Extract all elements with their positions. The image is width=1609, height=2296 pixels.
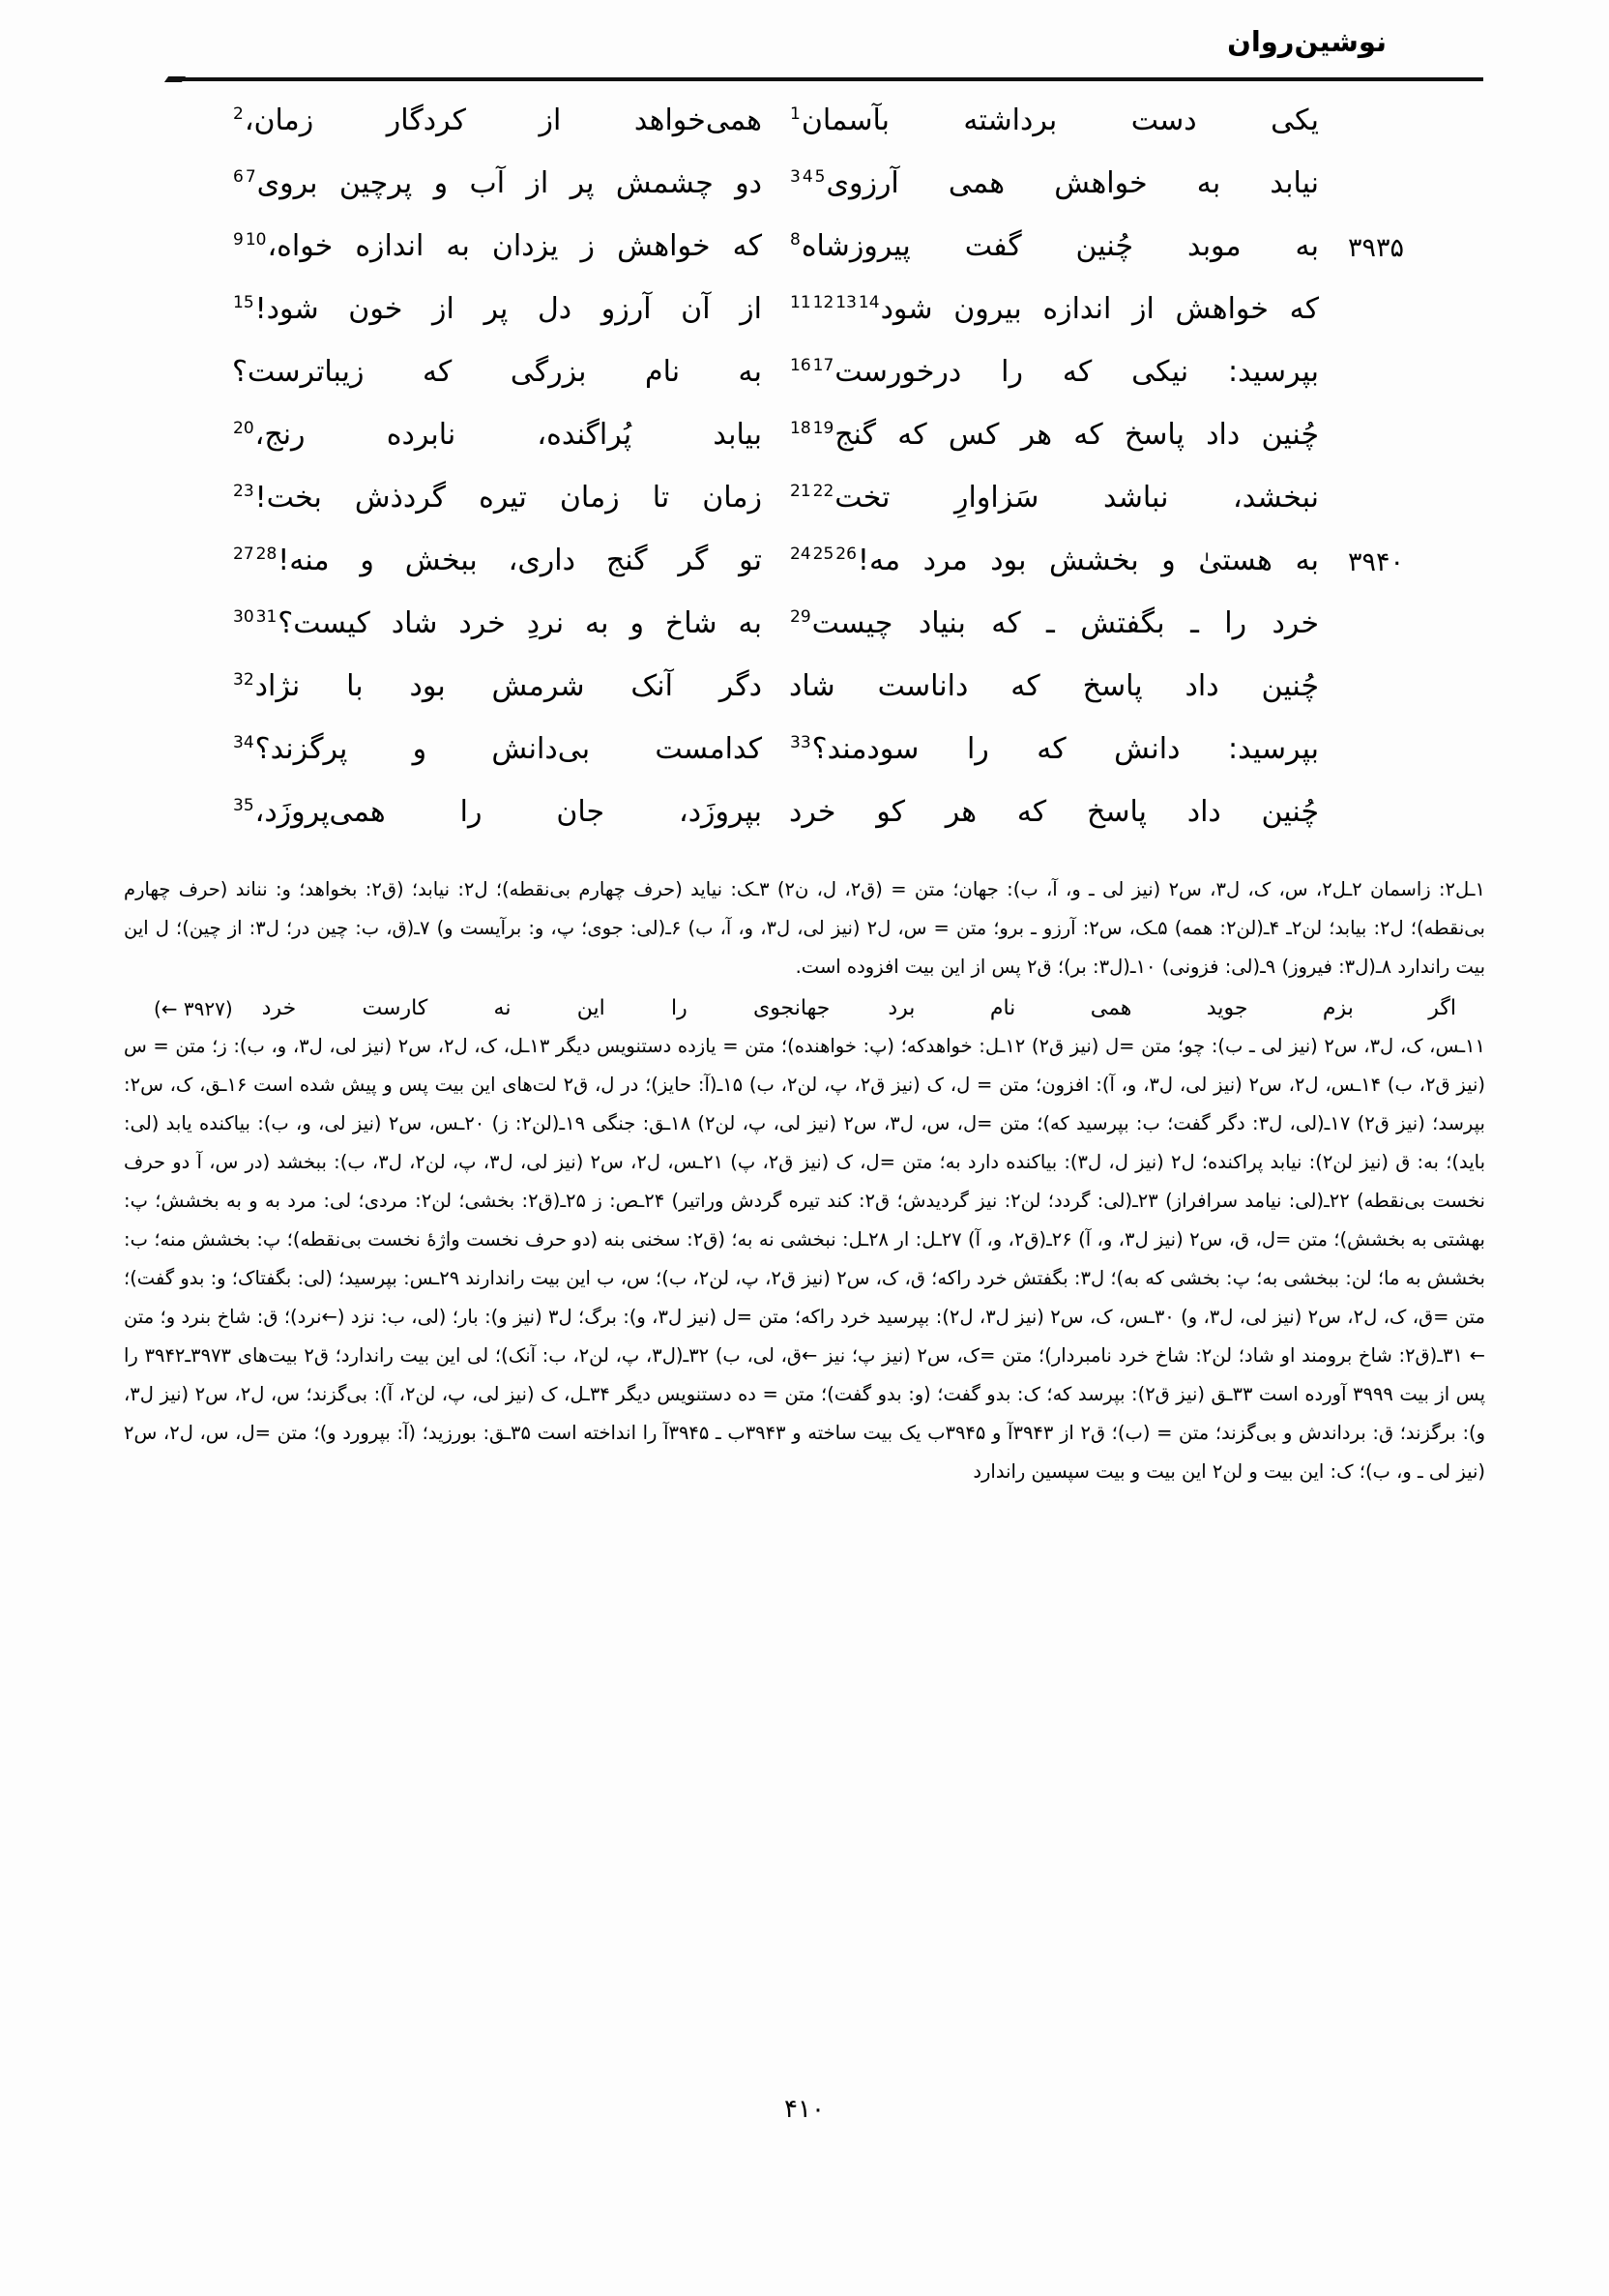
footnote-marker: 28 — [255, 545, 278, 564]
footnote-marker: 6 — [233, 167, 244, 187]
hemistich-right — [775, 356, 1319, 390]
inset-verse — [124, 992, 1485, 1025]
footnote-marker: 3 — [790, 167, 801, 187]
inset-verse-right: اگر بزم جوید همی نام برد — [888, 996, 1456, 1020]
folio-number: ۴۱۰ — [784, 2095, 825, 2124]
hemistich-left — [232, 796, 775, 830]
footnote-marker: 10 — [245, 230, 267, 250]
hemistich-text: به هستیٰ و بخشش بود مرد مه!$^{24}$ $^{25}$ $^{26}$ — [790, 544, 1319, 577]
hemistich-text: که خواهش ز یزدان به اندازه خواه،$^9$ $^{10}$ — [233, 229, 762, 263]
footnote-marker: 25 — [812, 545, 834, 564]
hemistich-text: به نام بزرگی که زیباترست؟ — [232, 355, 762, 389]
hemistich-left — [232, 230, 775, 264]
footnote-marker: 14 — [858, 293, 880, 312]
verse-couplet — [232, 293, 1319, 356]
footnote-marker: 17 — [812, 356, 834, 375]
hemistich-text: نیابد به خواهش همی آرزوی$^3$ $^4$ $^5$ — [790, 166, 1319, 200]
footnote-marker: 32 — [233, 670, 254, 690]
footnote-marker: 2 — [233, 104, 244, 124]
footnote-marker: 22 — [812, 482, 834, 501]
hemistich-right — [775, 670, 1319, 704]
footnote-marker: 31 — [255, 607, 278, 627]
hemistich-text: از آن آرزو دل پر از خون شود!$^{15}$ — [233, 292, 762, 326]
verse-couplet — [232, 544, 1404, 607]
hemistich-text: به موبد چُنین گفت پیروزشاه$^8$ — [790, 229, 1319, 263]
footnote-marker: 12 — [812, 293, 834, 312]
footnote-marker: 27 — [233, 545, 254, 564]
footnote-marker: 13 — [835, 293, 857, 312]
verse-couplet — [232, 670, 1319, 733]
footnote-marker: 24 — [790, 545, 811, 564]
footnote-marker: 11 — [790, 293, 811, 312]
footnote-marker: 29 — [790, 607, 811, 627]
hemistich-right — [775, 733, 1319, 767]
hemistich-text: همی‌خواهد از کردگار زمان،$^2$ — [233, 103, 762, 137]
verse-couplet — [232, 796, 1319, 859]
hemistich-text: یکی دست برداشته بآسمان$^1$ — [790, 103, 1319, 137]
apparatus-block — [124, 870, 1485, 1491]
hemistich-right — [775, 293, 1319, 327]
hemistich-left — [232, 356, 775, 390]
hemistich-right — [775, 482, 1319, 515]
verse-couplet — [232, 229, 1404, 293]
hemistich-text: بپرسید: نیکی که را درخورست$^{16}$ $^{17}$ — [790, 355, 1319, 389]
hemistich-text: بپرسید: دانش که را سودمند؟$^{33}$ — [790, 732, 1319, 766]
hemistich-text: زمان تا زمان تیره گردذش بخت!$^{23}$ — [233, 481, 762, 515]
footnote-marker: 21 — [790, 482, 811, 501]
hemistich-text: چُنین داد پاسخ که هر کس که گنج$^{18}$ $^{19}$ — [790, 418, 1319, 452]
hemistich-text: چُنین داد پاسخ که داناست شاد — [789, 669, 1319, 703]
hemistich-left — [232, 104, 775, 138]
verse-couplet — [232, 607, 1319, 670]
hemistich-text: بیابد پُراگنده، نابرده رنج،$^{20}$ — [233, 418, 762, 452]
footnote-marker: 33 — [790, 733, 811, 752]
footnote-marker: 20 — [233, 419, 254, 438]
hemistich-right — [775, 167, 1319, 201]
hemistich-text: دگر آنک شرمش بود با نژاد$^{32}$ — [233, 669, 762, 703]
hemistich-right — [775, 607, 1319, 641]
inset-verse-left: جهانجوی را این نه کارست خرد — [261, 996, 831, 1020]
verse-couplet — [232, 356, 1319, 419]
verse-number: ۳۹۴۰ — [1347, 547, 1404, 577]
hemistich-right — [775, 419, 1319, 453]
footnote-marker: 26 — [835, 545, 857, 564]
footnote-marker: 4 — [802, 167, 813, 187]
verse-block — [232, 103, 1404, 859]
hemistich-text: که خواهش از اندازه بیرون شود$^{11}$ $^{12}$ $^{13}$ $^{14}$ — [790, 292, 1319, 326]
hemistich-left — [232, 482, 775, 515]
hemistich-right — [775, 544, 1404, 578]
footnote-marker: 1 — [790, 104, 801, 124]
verse-couplet — [232, 419, 1319, 482]
footnote-marker: 34 — [233, 733, 254, 752]
footnote-marker: 16 — [790, 356, 811, 375]
hemistich-right — [775, 229, 1404, 264]
hemistich-right — [775, 104, 1319, 138]
verse-couplet — [232, 104, 1319, 167]
footnote-marker: 5 — [814, 167, 826, 187]
apparatus-paragraph: ۱۱ـس، ک، ل۳، س۲ (نیز لی ـ ب): چو؛ متن =ل (نیز ق۲) ۱۲ـل: خواهدکه؛ (پ: خواهنده)؛ متن = یازده دستنویس دیگر ۱۳ـل، ک، ل۲، س۲ (نیز لی، ل۳، و، ب): ز؛ متن = س (نیز ق۲، ب) ۱۴ـس، ل۲، س۲ (نیز لی، ل۳، و، آ): افزون؛ متن = ل، ک (نیز ق۲، پ، لن۲، ب) ۱۵ـ(آ: حایز)؛ در ل، ق۲ لت‌های این بیت پس و پیش شده است ۱۶ـق، ک، س۲: بپرسد؛ (نیز ق۲) ۱۷ـ(لی، ل۳: دگر گفت؛ ب: بپرسید که)؛ متن =ل، س، ل۳، س۲ (نیز لی، پ، لن۲) ۱۸ـق: جنگی ۱۹ـ(لن۲: ز) ۲۰ـس، س۲ (نیز لی، و، ب): بیاکنده یابد (لی: باید)؛ به: ق (نیز لن۲): نیابد پراکنده؛ ل۲ (نیز ل، ل۳): بیاکنده دارد به؛ متن =ل، ک (نیز ق۲، پ) ۲۱ـس، ل۲، س۲ (نیز لی، ل۳، پ، لن۲، ل۳، ب): ببخشد (در س، آ دو حرف نخست بی‌نقطه) ۲۲ـ(لی: نیامد سرافراز) ۲۳ـ(لی: گردد؛ لن۲: نیز گردیدش؛ ق۲: کند تیره گردش وراتیر) ۲۴ـص: ز ۲۵ـ(ق۲: بخشی؛ لن۲: مردی؛ لی: مرد به و به بخشش؛ پ: بهشتی به بخشش)؛ متن =ل، ق، س۲ (نیز ل۳، و، آ) ۲۶ـ(ق۲، و، آ) ۲۷ـل: ار ۲۸ـل: نبخشی نه به؛ (ق۲: سخنی بنه (دو حرف نخست واژهٔ نخست بی‌نقطه)؛ پ: بخشش منه؛ ب: بخشش به ما؛ لن: ببخشی به؛ پ: بخشی که به)؛ ل۳: بگفتش خرد راکه؛ ق، ک، س۲ (نیز ق۲، پ، لن۲، ب)؛ س، ب این بیت راندارند ۲۹ـس: بپرسید؛ (لی: بگفتاک؛ و: بدو گفت)؛ متن =ق، ک، ل۲، س۲ (نیز لی، ل۳، و) ۳۰ـس، ک، س۲ (نیز ل۳، ل۲): بپرسید خرد راکه؛ متن =ل (نیز ل۳، و): برگ؛ ل۳ (نیز و): بار؛ (لی، ب: نزد (←نرد)؛ ق: شاخ بنرد و؛ متن ← ۳۱ـ(ق۲: شاخ برومند او شاد؛ لن۲: شاخ خرد نامبردار)؛ متن =ک، س۲ (نیز پ؛ نیز ←ق، لی، ب) ۳۲ـ(ل۳، پ، لن۲، ب: آنک)؛ لی این بیت راندارد؛ ق۲ بیت‌های ۳۹۷۳ـ۳۹۴۲ را پس از بیت ۳۹۹۹ آورده است ۳۳ـق (نیز ق۲): بپرسد که؛ ک: بدو گفت؛ (و: بدو گفت)؛ متن = ده دستنویس دیگر ۳۴ـل، ک (نیز لی، پ، لن۲، آ): بی‌گزند؛ س، ل۲، س۲ (نیز ل۳، و): برگزند؛ ق: برداندش و بی‌گزند؛ متن = (ب)؛ ق۲ از ۳۹۴۳آ و ۳۹۴۵ب یک بیت ساخته و ۳۹۴۳ب ـ ۳۹۴۵آ را انداخته است ۳۵ـق: بورزید؛ (آ: بپرورد و)؛ متن =ل، س، ل۲، س۲ (نیز لی ـ و، ب)؛ ک: این بیت و لن۲ این بیت و بیت سپسین راندارد — [124, 1035, 1486, 1483]
footnote-marker: 18 — [790, 419, 811, 438]
hemistich-right — [775, 796, 1319, 830]
verse-couplet — [232, 482, 1319, 545]
footnote-marker: 30 — [233, 607, 254, 627]
footnote-marker: 35 — [233, 796, 254, 815]
hemistich-left — [232, 293, 775, 327]
footnote-marker: 8 — [790, 230, 801, 250]
verse-couplet — [232, 733, 1319, 796]
hemistich-left — [232, 545, 775, 578]
hemistich-text: بپروزَد، جان را همی‌پروزَد،$^{35}$ — [233, 795, 762, 829]
footnote-marker: 23 — [233, 482, 254, 501]
apparatus-paragraph: ۱ـل۲: زاسمان ۲ـل۲، س، ک، ل۳، س۲ (نیز لی ـ و، آ، ب): جهان؛ متن = (ق۲، ل، ن۲) ۳ـک: نیاید (حرف چهارم بی‌نقطه)؛ ل۲: نیابد؛ (ق۲: بخواهد؛ و: نناند (حرف چهارم بی‌نقطه)؛ ل۲: بیابد؛ لن۲ـ ۴ـ(لن۲: همه) ۵ـک، س۲: آرزو ـ برو؛ متن = س، ل۲ (نیز لی، ل۳، و، آ، ب) ۶ـ(لی: جوی؛ پ، و: برآیست و) ۷ـ(ق، ب: چین در؛ ل۳: از چین)؛ ل این بیت راندارد ۸ـ(ل۳: فیروز) ۹ـ(لی: فزونی) ۱۰ـ(ل۳: بر)؛ ق۲ پس از این بیت افزوده است. — [124, 878, 1485, 978]
hemistich-text: کدامست بی‌دانش و پرگزند؟$^{34}$ — [233, 732, 762, 766]
hemistich-text: دو چشمش پر از آب و پرچین بروی$^6$ $^7$ — [233, 166, 762, 200]
footnote-marker: 9 — [233, 230, 244, 250]
hemistich-text: نبخشد، نباشد سَزاوارِ تخت$^{21}$ $^{22}$ — [790, 481, 1319, 515]
footnote-marker: 7 — [245, 167, 256, 187]
hemistich-text: چُنین داد پاسخ که هر کو خرد — [789, 795, 1319, 829]
hemistich-left — [232, 419, 775, 453]
inset-verse-reference: (۳۹۲۷ ←) — [153, 997, 233, 1020]
footnote-marker: 15 — [233, 293, 254, 312]
verse-number: ۳۹۳۵ — [1347, 233, 1404, 263]
hemistich-left — [232, 733, 775, 767]
hemistich-text: تو گر گنج داری، ببخش و منه!$^{27}$ $^{28}$ — [233, 544, 762, 577]
hemistich-left — [232, 167, 775, 201]
verse-couplet — [232, 167, 1319, 230]
header-rule — [172, 77, 1483, 81]
running-head: نوشین‌روان — [1227, 25, 1387, 58]
hemistich-text: به شاخ و به نردِ خرد شاد کیست؟$^{30}$ $^{31}$ — [233, 606, 762, 640]
hemistich-text: خرد را ـ بگفتش ـ که بنیاد چیست$^{29}$ — [790, 606, 1319, 640]
hemistich-left — [232, 607, 775, 641]
hemistich-left — [232, 670, 775, 704]
running-head-area — [172, 27, 1483, 87]
footnote-marker: 19 — [812, 419, 834, 438]
